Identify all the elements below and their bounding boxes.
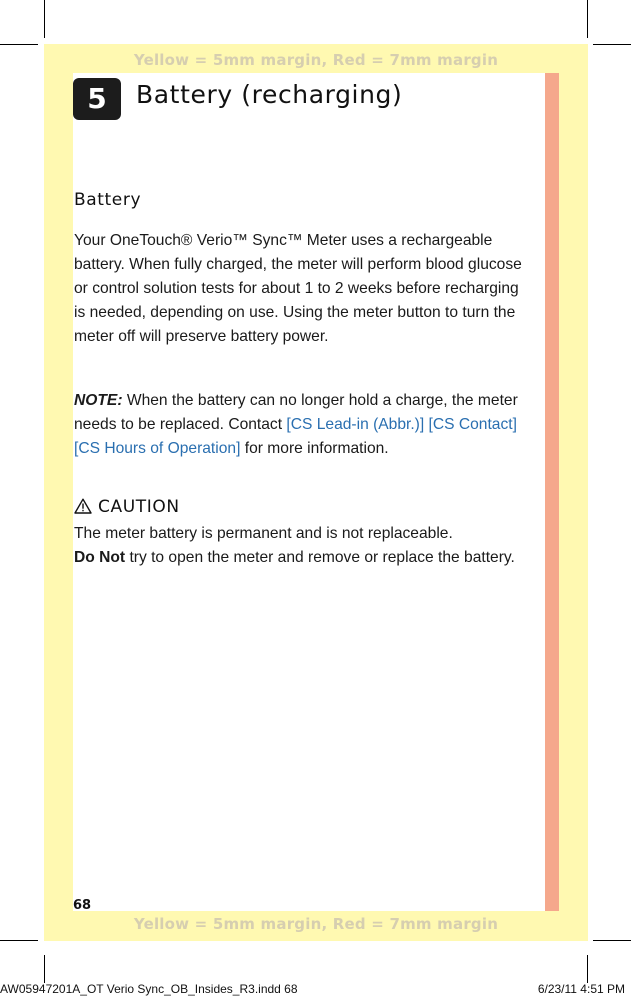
crop-mark	[587, 955, 588, 983]
crop-mark	[44, 0, 45, 38]
note-end: for more information.	[240, 440, 389, 457]
note-label: NOTE:	[74, 392, 123, 409]
red-margin-strip	[545, 73, 559, 911]
warning-triangle-icon	[74, 498, 92, 514]
customer-service-link[interactable]: [CS Lead-in (Abbr.)] [CS Contact][CS Hours of Operation]	[74, 416, 517, 457]
crop-mark	[593, 44, 631, 45]
margin-guide-bottom: Yellow = 5mm margin, Red = 7mm margin	[133, 915, 499, 933]
crop-mark	[0, 940, 38, 941]
caution-text	[74, 522, 534, 570]
footer-file-info: AW05947201A_OT Verio Sync_OB_Insides_R3.indd 68	[0, 982, 298, 996]
caution-line1: The meter battery is permanent and is not replaceable.	[74, 525, 453, 542]
crop-mark	[0, 44, 38, 45]
chapter-number: 5	[73, 78, 121, 120]
note-paragraph	[74, 389, 534, 461]
crop-mark	[44, 955, 45, 983]
note-text: When the battery can no longer hold a charge, the meter needs to be replaced. Contact	[74, 392, 518, 433]
battery-paragraph: Your OneTouch® Verio™ Sync™ Meter uses a rechargeable battery. When fully charged, the meter will perform blood glucose or control solution tests for about 1 to 2 weeks before recharging is needed, depending on use. Using the meter button to turn the meter off will preserve battery power.	[74, 232, 522, 345]
page-content-area	[73, 73, 545, 911]
crop-mark	[587, 0, 588, 38]
page-number: 68	[73, 898, 92, 913]
margin-guide-top: Yellow = 5mm margin, Red = 7mm margin	[133, 51, 499, 69]
chapter-title: Battery (recharging)	[136, 80, 403, 109]
section-heading: Battery	[74, 190, 142, 210]
do-not-label: Do Not	[74, 549, 126, 566]
footer-date: 6/23/11 4:51 PM	[537, 982, 625, 996]
crop-mark	[593, 940, 631, 941]
caution-heading	[74, 497, 180, 517]
caution-line2: try to open the meter and remove or replace the battery.	[125, 549, 515, 566]
caution-label: CAUTION	[98, 497, 180, 517]
